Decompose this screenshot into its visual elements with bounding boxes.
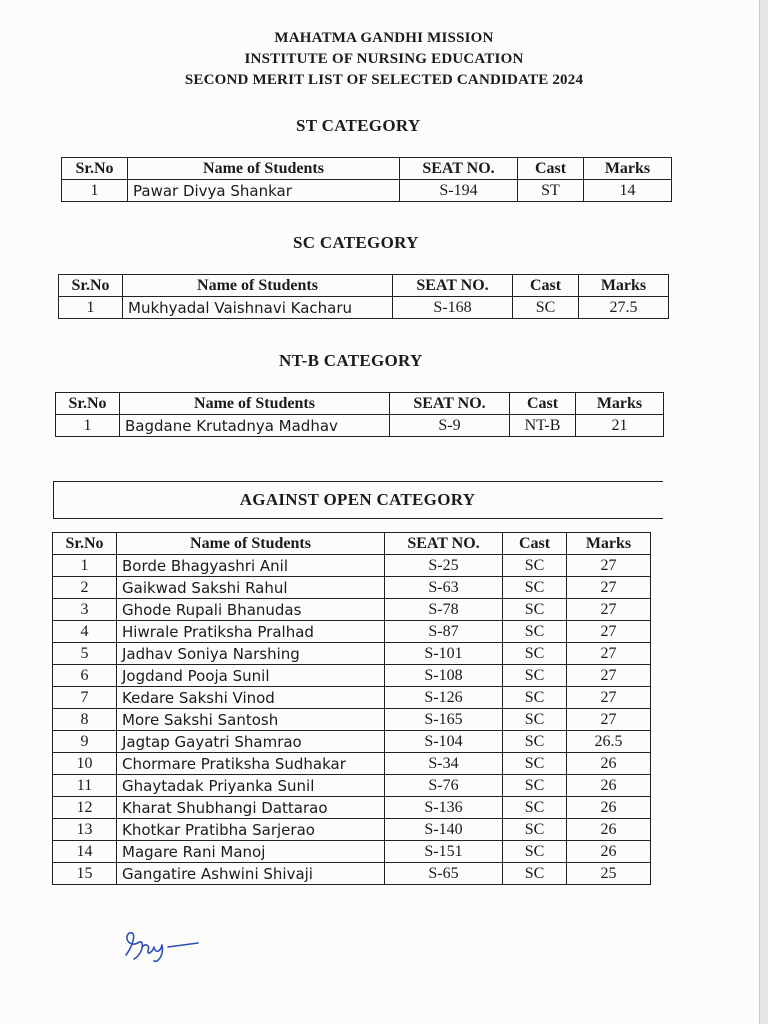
cell-name: Ghode Rupali Bhanudas bbox=[117, 599, 385, 621]
table-header-row bbox=[59, 275, 669, 297]
cell-name: Khotkar Pratibha Sarjerao bbox=[117, 819, 385, 841]
cell-name: Kedare Sakshi Vinod bbox=[117, 687, 385, 709]
cell-cast: SC bbox=[503, 709, 567, 731]
cell-seat: S-101 bbox=[385, 643, 503, 665]
cell-name: Mukhyadal Vaishnavi Kacharu bbox=[123, 297, 393, 319]
cell-seat: S-194 bbox=[400, 180, 518, 202]
cell-name: Bagdane Krutadnya Madhav bbox=[120, 415, 390, 437]
col-cast: Cast bbox=[513, 275, 579, 297]
col-marks: Marks bbox=[584, 158, 672, 180]
cell-seat: S-104 bbox=[385, 731, 503, 753]
cell-srno: 8 bbox=[53, 709, 117, 731]
cell-marks: 26.5 bbox=[567, 731, 651, 753]
open-category-title: AGAINST OPEN CATEGORY bbox=[239, 490, 476, 509]
cell-marks: 27 bbox=[567, 665, 651, 687]
cell-name: Ghaytadak Priyanka Sunil bbox=[117, 775, 385, 797]
institute-subtitle: INSTITUTE OF NURSING EDUCATION bbox=[244, 51, 524, 67]
cell-name: Pawar Divya Shankar bbox=[128, 180, 400, 202]
cell-srno: 1 bbox=[62, 180, 128, 202]
cell-name: Chormare Pratiksha Sudhakar bbox=[117, 753, 385, 775]
cell-cast: SC bbox=[513, 297, 579, 319]
col-srno: Sr.No bbox=[59, 275, 123, 297]
col-srno: Sr.No bbox=[62, 158, 128, 180]
cell-marks: 27 bbox=[567, 709, 651, 731]
cell-marks: 14 bbox=[584, 180, 672, 202]
col-srno: Sr.No bbox=[56, 393, 120, 415]
merit-list-title: SECOND MERIT LIST OF SELECTED CANDIDATE 2024 bbox=[184, 72, 584, 88]
cell-srno: 2 bbox=[53, 577, 117, 599]
cell-srno: 5 bbox=[53, 643, 117, 665]
cell-name: Hiwrale Pratiksha Pralhad bbox=[117, 621, 385, 643]
cell-seat: S-9 bbox=[390, 415, 510, 437]
cell-seat: S-78 bbox=[385, 599, 503, 621]
signature-image bbox=[118, 925, 208, 965]
table-row bbox=[53, 665, 651, 687]
ntb-category-table bbox=[55, 392, 664, 437]
table-row bbox=[53, 775, 651, 797]
table-row bbox=[53, 841, 651, 863]
col-cast: Cast bbox=[510, 393, 576, 415]
cell-srno: 3 bbox=[53, 599, 117, 621]
cell-cast: ST bbox=[518, 180, 584, 202]
open-category-table bbox=[52, 532, 651, 885]
cell-marks: 26 bbox=[567, 753, 651, 775]
cell-seat: S-168 bbox=[393, 297, 513, 319]
table-row bbox=[53, 797, 651, 819]
table-row bbox=[59, 297, 669, 319]
table-row bbox=[53, 687, 651, 709]
col-marks: Marks bbox=[579, 275, 669, 297]
sc-category-title: SC CATEGORY bbox=[293, 233, 419, 252]
cell-srno: 6 bbox=[53, 665, 117, 687]
ntb-category-title: NT-B CATEGORY bbox=[279, 351, 423, 370]
col-cast: Cast bbox=[503, 533, 567, 555]
cell-seat: S-63 bbox=[385, 577, 503, 599]
cell-srno: 9 bbox=[53, 731, 117, 753]
cell-marks: 26 bbox=[567, 819, 651, 841]
col-seat: SEAT NO. bbox=[390, 393, 510, 415]
cell-name: Jadhav Soniya Narshing bbox=[117, 643, 385, 665]
institution-name: MAHATMA GANDHI MISSION bbox=[274, 30, 494, 46]
table-row bbox=[53, 599, 651, 621]
cell-cast: SC bbox=[503, 731, 567, 753]
cell-name: Kharat Shubhangi Dattarao bbox=[117, 797, 385, 819]
cell-name: Magare Rani Manoj bbox=[117, 841, 385, 863]
cell-srno: 13 bbox=[53, 819, 117, 841]
table-header-row bbox=[56, 393, 664, 415]
cell-marks: 27 bbox=[567, 621, 651, 643]
cell-cast: SC bbox=[503, 599, 567, 621]
cell-name: Jogdand Pooja Sunil bbox=[117, 665, 385, 687]
cell-marks: 26 bbox=[567, 841, 651, 863]
cell-seat: S-25 bbox=[385, 555, 503, 577]
col-seat: SEAT NO. bbox=[400, 158, 518, 180]
cell-marks: 27 bbox=[567, 687, 651, 709]
cell-name: Gangatire Ashwini Shivaji bbox=[117, 863, 385, 885]
cell-cast: SC bbox=[503, 753, 567, 775]
table-row bbox=[53, 819, 651, 841]
cell-cast: SC bbox=[503, 621, 567, 643]
col-cast: Cast bbox=[518, 158, 584, 180]
cell-srno: 14 bbox=[53, 841, 117, 863]
table-row bbox=[53, 863, 651, 885]
cell-cast: SC bbox=[503, 643, 567, 665]
table-row bbox=[62, 180, 672, 202]
col-name: Name of Students bbox=[120, 393, 390, 415]
cell-marks: 27 bbox=[567, 555, 651, 577]
cell-srno: 1 bbox=[59, 297, 123, 319]
st-category-table bbox=[61, 157, 672, 202]
cell-marks: 27.5 bbox=[579, 297, 669, 319]
cell-cast: SC bbox=[503, 797, 567, 819]
document-header bbox=[0, 28, 768, 91]
cell-cast: SC bbox=[503, 841, 567, 863]
cell-seat: S-65 bbox=[385, 863, 503, 885]
cell-marks: 27 bbox=[567, 643, 651, 665]
cell-srno: 4 bbox=[53, 621, 117, 643]
table-row bbox=[53, 643, 651, 665]
col-name: Name of Students bbox=[128, 158, 400, 180]
col-marks: Marks bbox=[567, 533, 651, 555]
cell-seat: S-34 bbox=[385, 753, 503, 775]
cell-name: Borde Bhagyashri Anil bbox=[117, 555, 385, 577]
cell-srno: 11 bbox=[53, 775, 117, 797]
sc-category-table bbox=[58, 274, 669, 319]
cell-marks: 26 bbox=[567, 797, 651, 819]
cell-srno: 10 bbox=[53, 753, 117, 775]
cell-seat: S-165 bbox=[385, 709, 503, 731]
cell-name: Gaikwad Sakshi Rahul bbox=[117, 577, 385, 599]
cell-cast: SC bbox=[503, 863, 567, 885]
cell-name: More Sakshi Santosh bbox=[117, 709, 385, 731]
cell-cast: SC bbox=[503, 577, 567, 599]
cell-cast: SC bbox=[503, 819, 567, 841]
cell-seat: S-87 bbox=[385, 621, 503, 643]
cell-seat: S-126 bbox=[385, 687, 503, 709]
cell-marks: 21 bbox=[576, 415, 664, 437]
cell-srno: 1 bbox=[56, 415, 120, 437]
cell-name: Jagtap Gayatri Shamrao bbox=[117, 731, 385, 753]
cell-marks: 25 bbox=[567, 863, 651, 885]
cell-cast: SC bbox=[503, 665, 567, 687]
col-name: Name of Students bbox=[123, 275, 393, 297]
cell-marks: 26 bbox=[567, 775, 651, 797]
col-marks: Marks bbox=[576, 393, 664, 415]
cell-marks: 27 bbox=[567, 577, 651, 599]
col-name: Name of Students bbox=[117, 533, 385, 555]
table-row bbox=[53, 621, 651, 643]
cell-cast: SC bbox=[503, 687, 567, 709]
table-row bbox=[53, 709, 651, 731]
table-row bbox=[53, 731, 651, 753]
col-srno: Sr.No bbox=[53, 533, 117, 555]
table-row bbox=[53, 753, 651, 775]
table-row bbox=[53, 577, 651, 599]
open-table-body bbox=[53, 555, 651, 885]
table-row bbox=[53, 555, 651, 577]
cell-seat: S-108 bbox=[385, 665, 503, 687]
col-seat: SEAT NO. bbox=[393, 275, 513, 297]
col-seat: SEAT NO. bbox=[385, 533, 503, 555]
table-row bbox=[56, 415, 664, 437]
cell-cast: NT-B bbox=[510, 415, 576, 437]
cell-cast: SC bbox=[503, 555, 567, 577]
cell-seat: S-151 bbox=[385, 841, 503, 863]
table-header-row bbox=[62, 158, 672, 180]
cell-seat: S-76 bbox=[385, 775, 503, 797]
page-edge bbox=[759, 0, 768, 1024]
cell-srno: 1 bbox=[53, 555, 117, 577]
cell-cast: SC bbox=[503, 775, 567, 797]
cell-seat: S-136 bbox=[385, 797, 503, 819]
cell-srno: 15 bbox=[53, 863, 117, 885]
table-header-row bbox=[53, 533, 651, 555]
cell-marks: 27 bbox=[567, 599, 651, 621]
st-category-title: ST CATEGORY bbox=[296, 116, 421, 135]
cell-seat: S-140 bbox=[385, 819, 503, 841]
cell-srno: 12 bbox=[53, 797, 117, 819]
cell-srno: 7 bbox=[53, 687, 117, 709]
